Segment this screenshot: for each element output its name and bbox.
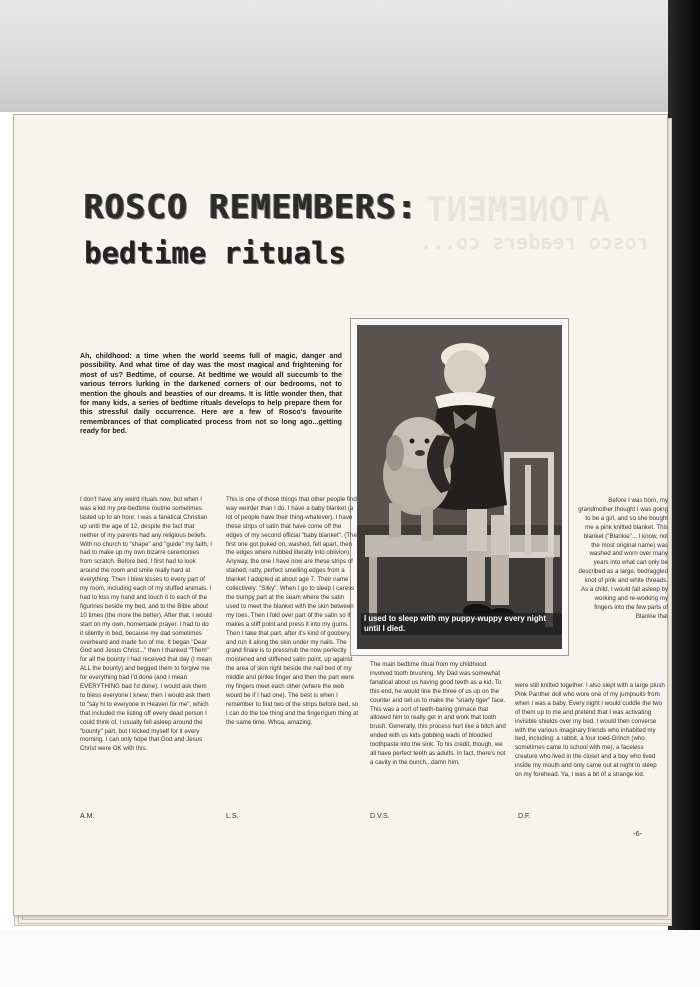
boy-with-puppy-illustration [357, 325, 562, 649]
author-signature: D.V.S. [370, 813, 390, 820]
photo-image [357, 325, 562, 649]
author-signature: D.F. [518, 813, 531, 820]
article-intro: Ah, childhood: a time when the world seems full of magic, danger and possibility. And what time of day was the most magical and frightening for most of us? Bedtime, of course. At bedtime we would all succumb to the various terrors lurking in the darkened corners of our bedrooms, not to mention the ghouls and beasties of our dreams. It is little wonder then, that for many kids, a series of bedtime rituals develops to help prepare them for this stressful daily occurrence. Here are a few of Rosco's favourite remembrances of that complicated process from not so long ago...getting ready for bed. [80, 352, 342, 436]
article-column-2: This is one of those things that other people find way weirder than I do. I have a baby blanket (a lot of people have their thing-whatever). I have these strips of satin that have come off the edges of my second official "baby blanket". (The first one got puked on, washed, fell apart, then the edges where rubbed literally into oblivion). Anyway, the one I have now are these strips of stained, ratty, perfect smelling edges from a blanket I adopted at about age 7. Their name collectively: "Silky". When I go to sleep I caress the bumpy part at the seam where the satin used to meet the blanket with the skin between my toes. Then I fold over part of the satin so it makes a stiff point and press it into my gums. Then I take that part, after it's kind of goobery, and run it along the skin under my nails. The grand finale is to press/rub the now perfectly moistened and stiffened satin point, up against the area of skin right beside the nail bed of my middle and pinkie finger and then the part were my fingers meet each other (where the web would be if I had one). The best is when I remember to find two of the strips before bed, so I can do the toe thing and the finger/gum thing at the same time. Whoa, amazing. [226, 496, 359, 726]
article-title: ROSCO REMEMBERS: [84, 187, 418, 226]
scanner-background [0, 0, 700, 112]
scanner-bottom [0, 930, 700, 987]
author-signature: A.M. [80, 813, 95, 820]
article-column-4-top: Before I was born, my grandmother thought I was going to be a girl, and so she bought me a pink knitted blanket. This blanket ("Blankie"... I know, not the most original name) was washed and worn over many years into what can only be described as a large, bedraggled knot of pink and white threads. As a child, I would fall asleep by working and re-working my fingers into the few parts of Blankie that [578, 497, 668, 620]
page-number: -6- [633, 829, 643, 838]
article-column-4-bottom: were still knitted together. I also slept with a large plush Pink Panther doll who wore one of my jumpsuits from when I was a baby. Every night I would cuddle the two of them up to me and pretend that I was activating invisible shields over my bed. I would then converse with the various imaginary friends who inhabited my bed, including: a rabbit, a four toed-Grinch (who sometimes came to school with me), a faceless creature who lived in the closet and a boy who lived inside my mouth and only came out at night to sleep on my forehead. Ya, I was a bit of a strange kid. [515, 682, 665, 779]
article-column-3: The main bedtime ritual from my childhood involved tooth brushing. My Dad was somewhat fanatical about us having good teeth as a kid. To this end, he would line the three of us up on the counter and tell us to make the "snarly tiger" face. This was a sort of teeth-baring grimace that allowed him to really get in and work that tooth brush. Generally, this process hurt like a bitch and ended with us kids gobbing wads of bloodied toothpaste into the sink. To his credit, though, we all have perfect teeth as adults. In fact, there's not a cavity in the bunch...damn him. [370, 661, 506, 766]
childhood-photo [350, 318, 569, 656]
scanner-shadow [668, 0, 700, 987]
author-signature: L.S. [226, 813, 239, 820]
article-column-1: I don't have any weird rituals now, but when I was a kid my pre-bedtime routine sometimes lasted up to an hour. I was a fanatical Christian up until the age of 12, despite the fact that neither of my parents had any religious beliefs. With no church to "shape" and "guide" my faith, I had to make up my own bizarre ceremonies from scratch. Before bed, I first had to look around the room and smile really hard at everything. Then I blew kisses to every part of my room, including each of my stuffed animals. I had to kiss my hand and touch it to each of the figurines beside my bed, and to the Bible about 10 times (the more the better). After that, I would start on my own, homemade prayer. I had to do it silently in bed, because my dad sometimes overheard and made fun of me. It began "Dear God and Jesus Christ..." then I thanked "Them" for all the bounty I had received that day (I mean ALL the bounty) and begged them to forgive me for everything bad I'd done (and I mean EVERYTHING bad I'd done). I would ask them to bless everyone I knew, then I would ask them to "say hi to everyone in Heaven for me", which that included me listing off every dead person I could think of. I usually fell asleep around the "bounty" part, but I kicked myself for it every morning. I can only hope that God and Jesus Christ were OK with this. [80, 496, 212, 753]
bleed-through-text: rosco readers co... [420, 230, 649, 254]
bleed-through-text: ATONEMENT [426, 190, 611, 230]
article-subtitle: bedtime rituals [84, 236, 346, 270]
photo-caption: I used to sleep with my puppy-wuppy every night until I died. [361, 613, 562, 635]
